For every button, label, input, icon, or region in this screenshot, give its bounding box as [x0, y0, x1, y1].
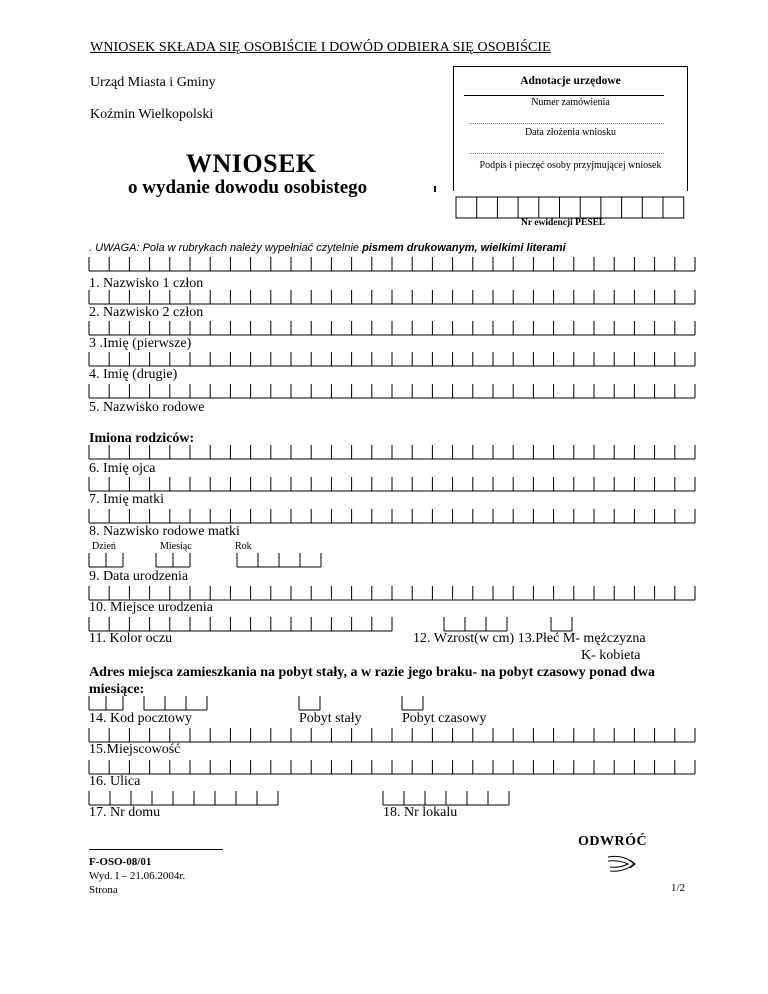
- birth-place-label: 10. Miejsce urodzenia: [89, 600, 214, 615]
- birth-month-input[interactable]: [156, 553, 190, 567]
- birth-place-input[interactable]: [89, 586, 695, 600]
- page-label: Strona: [89, 884, 118, 896]
- first-name-input[interactable]: [89, 321, 695, 335]
- father-name-label: 6. Imię ojca: [89, 461, 156, 476]
- sex-input[interactable]: [551, 617, 572, 631]
- signature-label: Podpis i pieczęć osoby przyjmującej wniosek: [479, 160, 662, 171]
- mother-family-name-label: 8. Nazwisko rodowe matki: [89, 524, 240, 539]
- street-input[interactable]: [89, 760, 695, 774]
- postal-code-part2-input[interactable]: [144, 696, 207, 710]
- submission-date-label: Data złożenia wniosku: [524, 127, 617, 138]
- birth-day-input[interactable]: [89, 553, 123, 567]
- official-annotations-heading: Adnotacje urzędowe: [520, 75, 621, 87]
- postal-code-label: 14. Kod pocztowy: [89, 711, 193, 726]
- first-name-label: 3 .Imię (pierwsze): [89, 336, 192, 351]
- height-input[interactable]: [444, 617, 507, 631]
- apartment-number-input[interactable]: [383, 791, 509, 805]
- parents-heading: Imiona rodziców:: [89, 431, 195, 446]
- surname1-label: 1. Nazwisko 1 człon: [89, 276, 204, 291]
- office-town: Koźmin Wielkopolski: [90, 107, 214, 122]
- day-label: Dzień: [92, 541, 116, 552]
- personal-submission-notice: WNIOSEK SKŁADA SIĘ OSOBIŚCIE I DOWÓD ODBIERA SIĘ OSOBIŚCIE: [90, 40, 551, 55]
- form-edition: Wyd. I – 21.06.2004r.: [89, 870, 186, 882]
- eye-color-input[interactable]: [89, 617, 392, 631]
- house-number-input[interactable]: [89, 791, 278, 805]
- month-label: Miesiąc: [160, 541, 192, 552]
- sex-female-label: K- kobieta: [581, 648, 641, 663]
- father-name-input[interactable]: [89, 445, 695, 459]
- surname1-input[interactable]: [89, 257, 695, 271]
- page-title: WNIOSEK: [186, 149, 317, 178]
- family-name-label: 5. Nazwisko rodowe: [89, 400, 205, 415]
- surname2-label: 2. Nazwisko 2 człon: [89, 305, 204, 320]
- birth-year-input[interactable]: [237, 553, 321, 567]
- page-number: 1/2: [671, 882, 686, 894]
- apartment-number-label: 18. Nr lokalu: [383, 805, 458, 820]
- mother-name-label: 7. Imię matki: [89, 492, 165, 507]
- fill-instructions-text: . UWAGA: Pola w rubrykach należy wypełniać czytelnie: [89, 242, 363, 254]
- pesel-label: Nr ewidencji PESEL: [521, 218, 606, 228]
- locality-input[interactable]: [89, 728, 695, 742]
- fill-instructions-emphasis: pismem drukowanym, wielkimi literami: [362, 242, 566, 254]
- office-name: Urząd Miasta i Gminy: [90, 75, 216, 90]
- surname2-input[interactable]: [89, 290, 695, 304]
- second-name-label: 4. Imię (drugie): [89, 367, 178, 382]
- permanent-stay-input[interactable]: [299, 696, 320, 710]
- postal-code-part1-input[interactable]: [89, 696, 123, 710]
- second-name-input[interactable]: [89, 352, 695, 366]
- pesel-input[interactable]: [456, 197, 684, 218]
- year-label: Rok: [235, 541, 252, 552]
- order-number-label: Numer zamówienia: [531, 97, 610, 108]
- form-code: F-OSO-08/01: [89, 856, 152, 868]
- mother-name-input[interactable]: [89, 477, 695, 491]
- pesel-frame: [456, 197, 684, 218]
- family-name-input[interactable]: [89, 384, 695, 398]
- page-subtitle: o wydanie dowodu osobistego: [128, 177, 368, 198]
- locality-label: 15.Miejscowość: [89, 742, 181, 757]
- address-heading: Adres miejsca zamieszkania na pobyt stały, a w razie jego braku- na pobyt czasowy ponad dwa miesiące:: [89, 665, 655, 697]
- house-number-label: 17. Nr domu: [89, 805, 161, 820]
- eye-color-label: 11. Kolor oczu: [89, 631, 173, 646]
- temporary-stay-label: Pobyt czasowy: [402, 711, 487, 726]
- height-sex-label: 12. Wzrost(w cm) 13.Płeć M- mężczyzna: [413, 631, 646, 646]
- permanent-stay-label: Pobyt stały: [299, 711, 362, 726]
- turn-over-label: ODWRÓĆ: [578, 834, 648, 849]
- street-label: 16. Ulica: [89, 774, 141, 789]
- birth-date-label: 9. Data urodzenia: [89, 569, 189, 584]
- mother-family-name-input[interactable]: [89, 509, 695, 523]
- temporary-stay-input[interactable]: [402, 696, 423, 710]
